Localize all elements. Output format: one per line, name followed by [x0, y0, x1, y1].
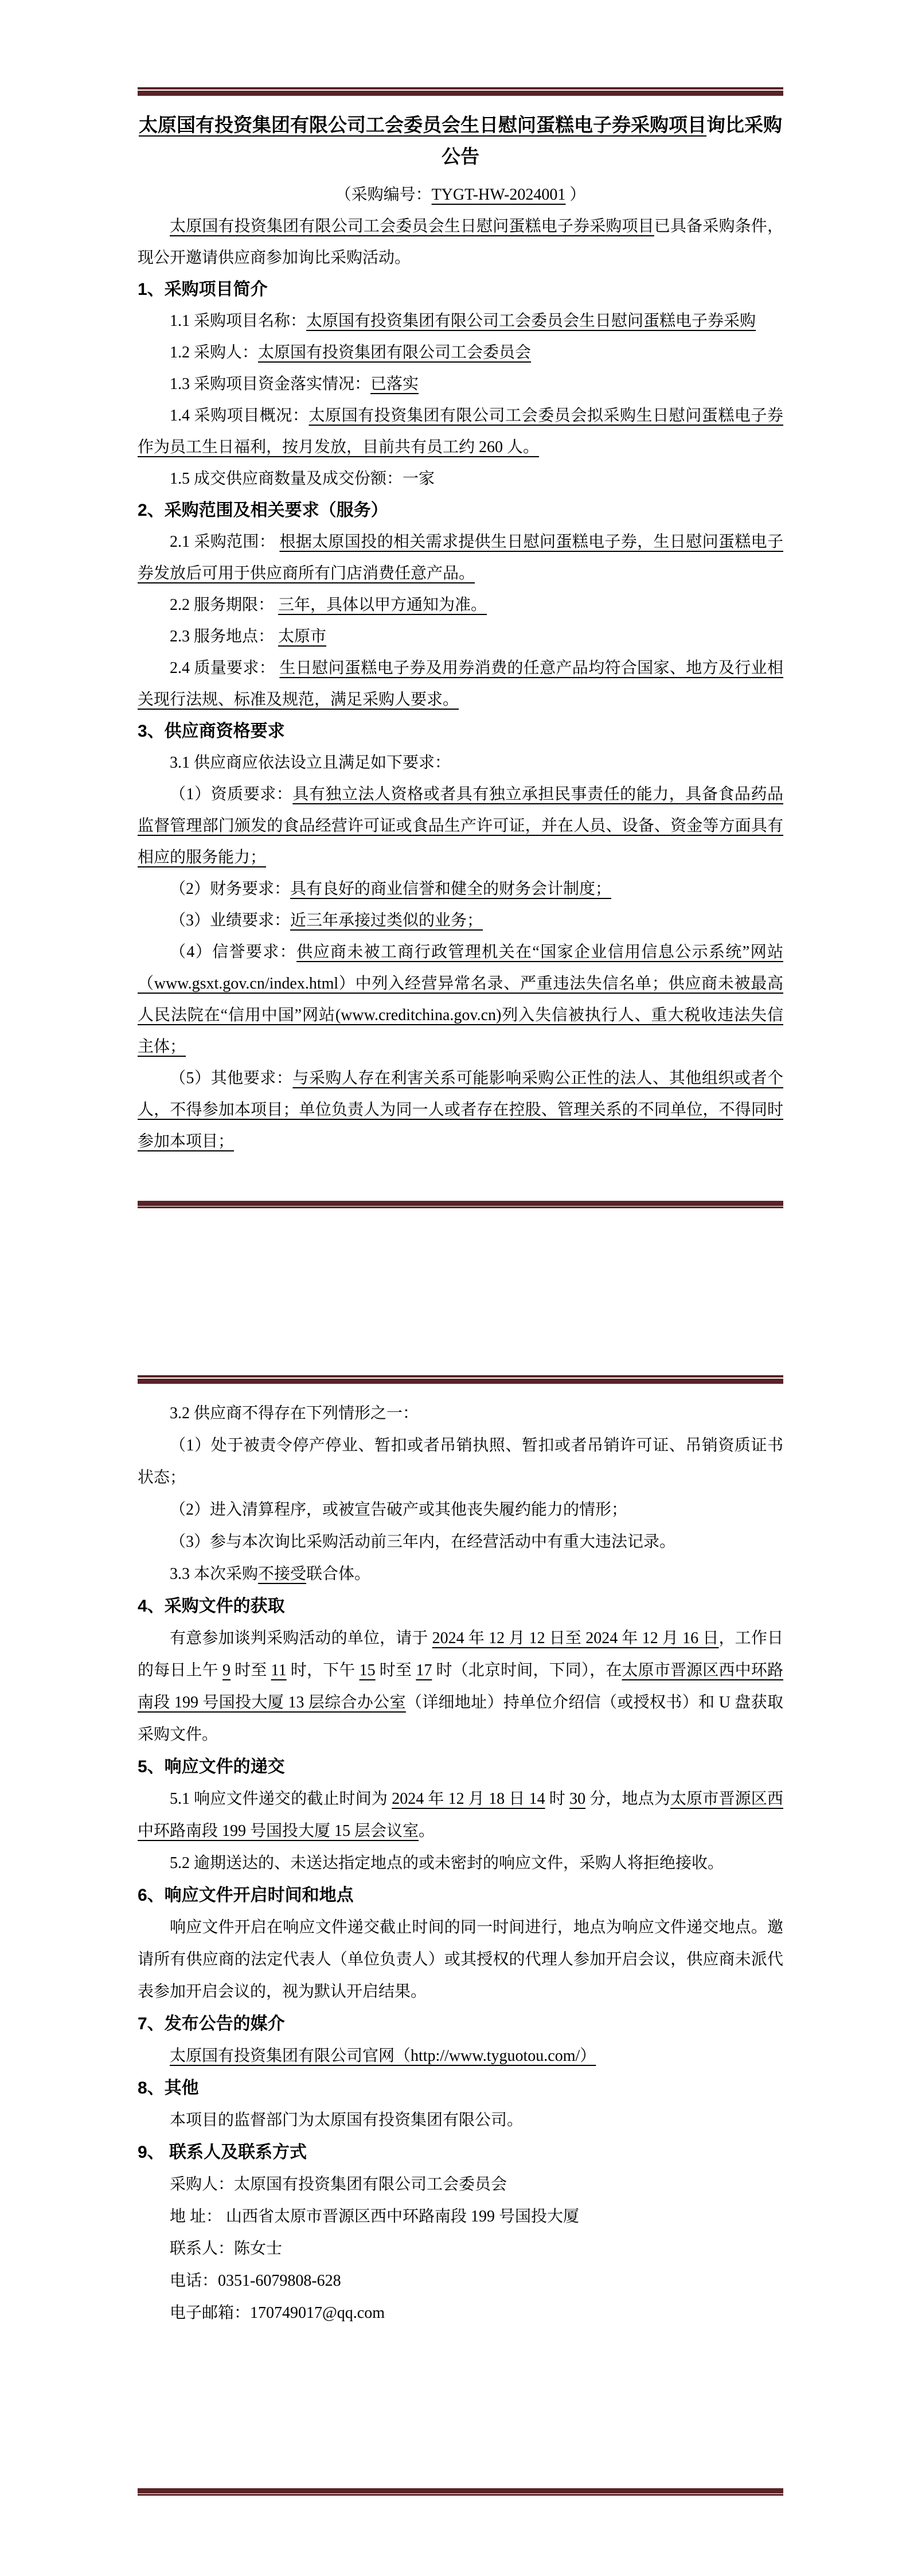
text-run: 7、发布公告的媒介 — [138, 2014, 285, 2033]
restriction-item-1 — [138, 1430, 783, 1494]
rule-thin-line — [138, 1375, 783, 1378]
text-run: 时 — [545, 1790, 570, 1808]
text-run: 1.5 成交供应商数量及成交份额：一家 — [170, 470, 435, 488]
text-run: 1.2 采购人： — [170, 344, 259, 361]
underlined-text: 太原国有投资集团有限公司工会委员会生日慰问蛋糕电子券采购 — [306, 312, 756, 330]
text-run: （3）参与本次询比采购活动前三年内，在经营活动中有重大违法记录。 — [170, 1533, 676, 1551]
contact-address — [138, 2201, 783, 2233]
underlined-text: 太原国有投资集团有限公司官网（http://www.tyguotou.com/） — [170, 2047, 596, 2065]
text-run: （1）资质要求： — [170, 785, 293, 803]
text-run: 1.3 采购项目资金落实情况： — [170, 375, 371, 393]
text-run: （1）处于被责令停产停业、暂扣或者吊销执照、暂扣或者吊销许可证、吊销资质证书状态； — [138, 1437, 783, 1487]
qualification-item-2 — [138, 873, 783, 905]
underlined-text: 2024 年 12 月 18 日 14 — [392, 1790, 545, 1808]
section-6-heading — [138, 1880, 783, 1912]
item-5-2 — [138, 1847, 783, 1880]
underlined-text: 根据太原国投的相关需求提供生日慰问蛋糕电子券，生日慰问蛋糕电子券发放后可用于供应商所有门店消费任意产品。 — [138, 533, 783, 582]
text-run: ，工作日的每日上午 — [138, 1629, 783, 1679]
page1-bottom-rule — [138, 1201, 783, 1208]
text-run: （采购编号： — [335, 186, 432, 204]
section-5-heading — [138, 1751, 783, 1783]
text-run: 本项目的监督部门为太原国有投资集团有限公司。 — [170, 2111, 524, 2129]
item-1-2 — [138, 337, 783, 368]
text-run: 8、其他 — [138, 2079, 199, 2098]
text-run: 电话：0351-6079808-628 — [170, 2272, 341, 2290]
rule-thin-line — [138, 87, 783, 90]
text-run: 地 址： 山西省太原市晋源区西中环路南段 199 号国投大厦 — [170, 2208, 580, 2225]
underlined-text: 太原市 — [278, 628, 327, 645]
text-run: 3.3 本次采购 — [170, 1565, 259, 1583]
item-2-4 — [138, 652, 783, 715]
section-8-heading — [138, 2072, 783, 2104]
page-1-content — [138, 110, 783, 1157]
item-3-1 — [138, 747, 783, 779]
section-4-heading — [138, 1590, 783, 1622]
text-run: 采购人：太原国有投资集团有限公司工会委员会 — [170, 2176, 507, 2193]
item-2-3 — [138, 621, 783, 652]
underlined-text: 三年，具体以甲方通知为准。 — [278, 596, 487, 614]
text-run: 3.1 供应商应依法设立且满足如下要求： — [170, 754, 451, 772]
item-1-5 — [138, 463, 783, 495]
text-run: 2.4 质量要求： — [170, 659, 280, 677]
underlined-text: TYGT-HW-2024001 — [431, 186, 566, 204]
rule-thick-line — [138, 2488, 783, 2493]
text-run: （3）业绩要求： — [170, 912, 291, 929]
underlined-text: 15 — [359, 1661, 376, 1679]
contact-person — [138, 2233, 783, 2265]
text-run: 2.3 服务地点： — [170, 628, 279, 645]
qualification-item-3 — [138, 905, 783, 936]
page-2-content — [138, 1398, 783, 2329]
section-4-paragraph — [138, 1622, 783, 1751]
text-run: 6、响应文件开启时间和地点 — [138, 1886, 354, 1905]
text-run: 时，下午 — [286, 1661, 360, 1679]
text-run: 1、采购项目简介 — [138, 280, 268, 299]
doc-title-line2 — [138, 142, 783, 173]
text-run: 公告 — [442, 147, 479, 168]
underlined-text: 17 — [416, 1661, 432, 1679]
underlined-text: 11 — [271, 1661, 287, 1679]
section-7-heading — [138, 2008, 783, 2040]
underlined-text: 生日慰问蛋糕电子券及用券消费的任意产品均符合国家、地方及行业相关现行法规、标准及规范，满足采购人要求。 — [138, 659, 783, 709]
text-run: ） — [565, 186, 586, 204]
underlined-text: 供应商未被工商行政管理机关在“国家企业信用信息公示系统”网站（www.gsxt.gov.cn/index.html）中列入经营异常名录、严重违法失信名单；供应商未被最高人民法院在“信用中国”网站(www.creditchina.gov.cn)列入失信被执行人、重大税收违法失信主体； — [138, 943, 783, 1056]
underlined-text: 近三年承接过类似的业务； — [290, 912, 483, 929]
underlined-text: 与采购人存在利害关系可能影响采购公正性的法人、其他组织或者个人，不得参加本项目；单位负责人为同一人或者存在控股、管理关系的不同单位，不得同时参加本项目； — [138, 1069, 783, 1150]
text-run: 5、响应文件的递交 — [138, 1757, 285, 1776]
underlined-text: 已落实 — [370, 375, 419, 393]
contact-purchaser — [138, 2169, 783, 2201]
item-1-4 — [138, 400, 783, 463]
text-run: 有意参加谈判采购活动的单位，请于 — [170, 1629, 432, 1647]
item-1-1 — [138, 305, 783, 337]
text-run: 联系人：陈女士 — [170, 2240, 283, 2258]
section-2-heading — [138, 495, 783, 526]
restriction-item-3 — [138, 1526, 783, 1558]
underlined-text: 太原国有投资集团有限公司工会委员会拟采购生日慰问蛋糕电子券作为员工生日福利，按月发放，目前共有员工约 260 人。 — [138, 407, 783, 456]
contact-email — [138, 2297, 783, 2329]
rule-thick-line — [138, 1201, 783, 1206]
section-9-heading — [138, 2137, 783, 2169]
underlined-text: 太原市晋源区西中环路南段 199 号国投大厦 15 层会议室 — [138, 1790, 783, 1840]
underlined-text: 具有独立法人资格或者具有独立承担民事责任的能力，具备食品药品监督管理部门颁发的食品经营许可证或食品生产许可证，并在人员、设备、资金等方面具有相应的服务能力； — [138, 785, 783, 866]
text-run: 1.1 采购项目名称： — [170, 312, 307, 330]
text-run: 时（北京时间，下同），在 — [432, 1661, 622, 1679]
text-run: （详细地址）持单位介绍信（或授权书）和 U 盘获取采购文件。 — [138, 1694, 783, 1744]
intro-paragraph — [138, 211, 783, 274]
text-run: 。 — [419, 1822, 435, 1840]
text-run: 2.1 采购范围： — [170, 533, 280, 551]
underlined-text: 具有良好的商业信誉和健全的财务会计制度； — [290, 880, 612, 898]
text-run: （2）财务要求： — [170, 880, 291, 898]
item-5-1 — [138, 1783, 783, 1847]
text-run: 时至 — [231, 1661, 271, 1679]
page1-top-rule — [138, 87, 783, 96]
text-run: 9、 联系人及联系方式 — [138, 2143, 307, 2162]
underlined-text: 9 — [222, 1661, 231, 1679]
text-run: 询比采购 — [706, 115, 782, 136]
text-run: 已具备采购条件，现公开邀请供应商参加询比采购活动。 — [138, 217, 783, 267]
item-2-1 — [138, 526, 783, 589]
underlined-text: 不接受 — [258, 1565, 307, 1583]
rule-thin-line — [138, 1207, 783, 1208]
text-run: （5）其他要求： — [170, 1069, 293, 1087]
text-run: 4、采购文件的获取 — [138, 1597, 285, 1616]
rule-thin-line — [138, 2494, 783, 2496]
section-1-heading — [138, 274, 783, 305]
text-run: 5.2 逾期送达的、未送达指定地点的或未密封的响应文件，采购人将拒绝接收。 — [170, 1854, 724, 1872]
rule-thick-line — [138, 1379, 783, 1384]
text-run: 2、采购范围及相关要求（服务） — [138, 501, 388, 520]
text-run: 5.1 响应文件递交的截止时间为 — [170, 1790, 392, 1808]
text-run: 联合体。 — [306, 1565, 371, 1583]
text-run: 1.4 采购项目概况： — [170, 407, 309, 425]
qualification-item-5 — [138, 1063, 783, 1157]
section-3-heading — [138, 715, 783, 747]
underlined-text: 太原国有投资集团有限公司工会委员会 — [258, 344, 532, 361]
underlined-text: 30 — [569, 1790, 586, 1808]
restriction-item-2 — [138, 1494, 783, 1526]
section-8-paragraph — [138, 2104, 783, 2137]
item-2-2 — [138, 589, 783, 621]
text-run: 电子邮箱：170749017@qq.com — [170, 2304, 385, 2322]
rule-thick-line — [138, 91, 783, 96]
text-run: （4）信誉要求： — [170, 943, 297, 961]
text-run: 3.2 供应商不得存在下列情形之一： — [170, 1404, 419, 1422]
text-run: 响应文件开启在响应文件递交截止时间的同一时间进行，地点为响应文件递交地点。邀请所有供应商的法定代表人（单位负责人）或其授权的代理人参加开启会议，供应商未派代表参加开启会议的，视为默认开启结果。 — [138, 1919, 783, 2001]
section-7-paragraph — [138, 2040, 783, 2072]
item-3-3 — [138, 1558, 783, 1590]
text-run: 3、供应商资格要求 — [138, 722, 285, 741]
doc-title-line1 — [138, 110, 783, 142]
page2-top-rule — [138, 1375, 783, 1384]
underlined-text: 太原市晋源区西中环路南段 199 号国投大厦 13 层综合办公室 — [138, 1661, 783, 1711]
item-1-3 — [138, 368, 783, 400]
contact-phone — [138, 2265, 783, 2297]
section-6-paragraph — [138, 1912, 783, 2008]
underlined-text: 太原国有投资集团有限公司工会委员会生日慰问蛋糕电子券采购项目 — [139, 115, 706, 136]
page2-bottom-rule — [138, 2488, 783, 2496]
procurement-number — [138, 179, 783, 211]
qualification-item-4 — [138, 936, 783, 1063]
qualification-item-1 — [138, 779, 783, 873]
text-run: 2.2 服务期限： — [170, 596, 279, 614]
text-run: 时至 — [375, 1661, 416, 1679]
text-run: 分，地点为 — [585, 1790, 670, 1808]
underlined-text: 太原国有投资集团有限公司工会委员会生日慰问蛋糕电子券采购项目 — [170, 217, 654, 235]
underlined-text: 2024 年 12 月 12 日至 2024 年 12 月 16 日 — [432, 1629, 719, 1647]
text-run: （2）进入清算程序，或被宣告破产或其他丧失履约能力的情形； — [170, 1501, 628, 1519]
item-3-2 — [138, 1398, 783, 1430]
